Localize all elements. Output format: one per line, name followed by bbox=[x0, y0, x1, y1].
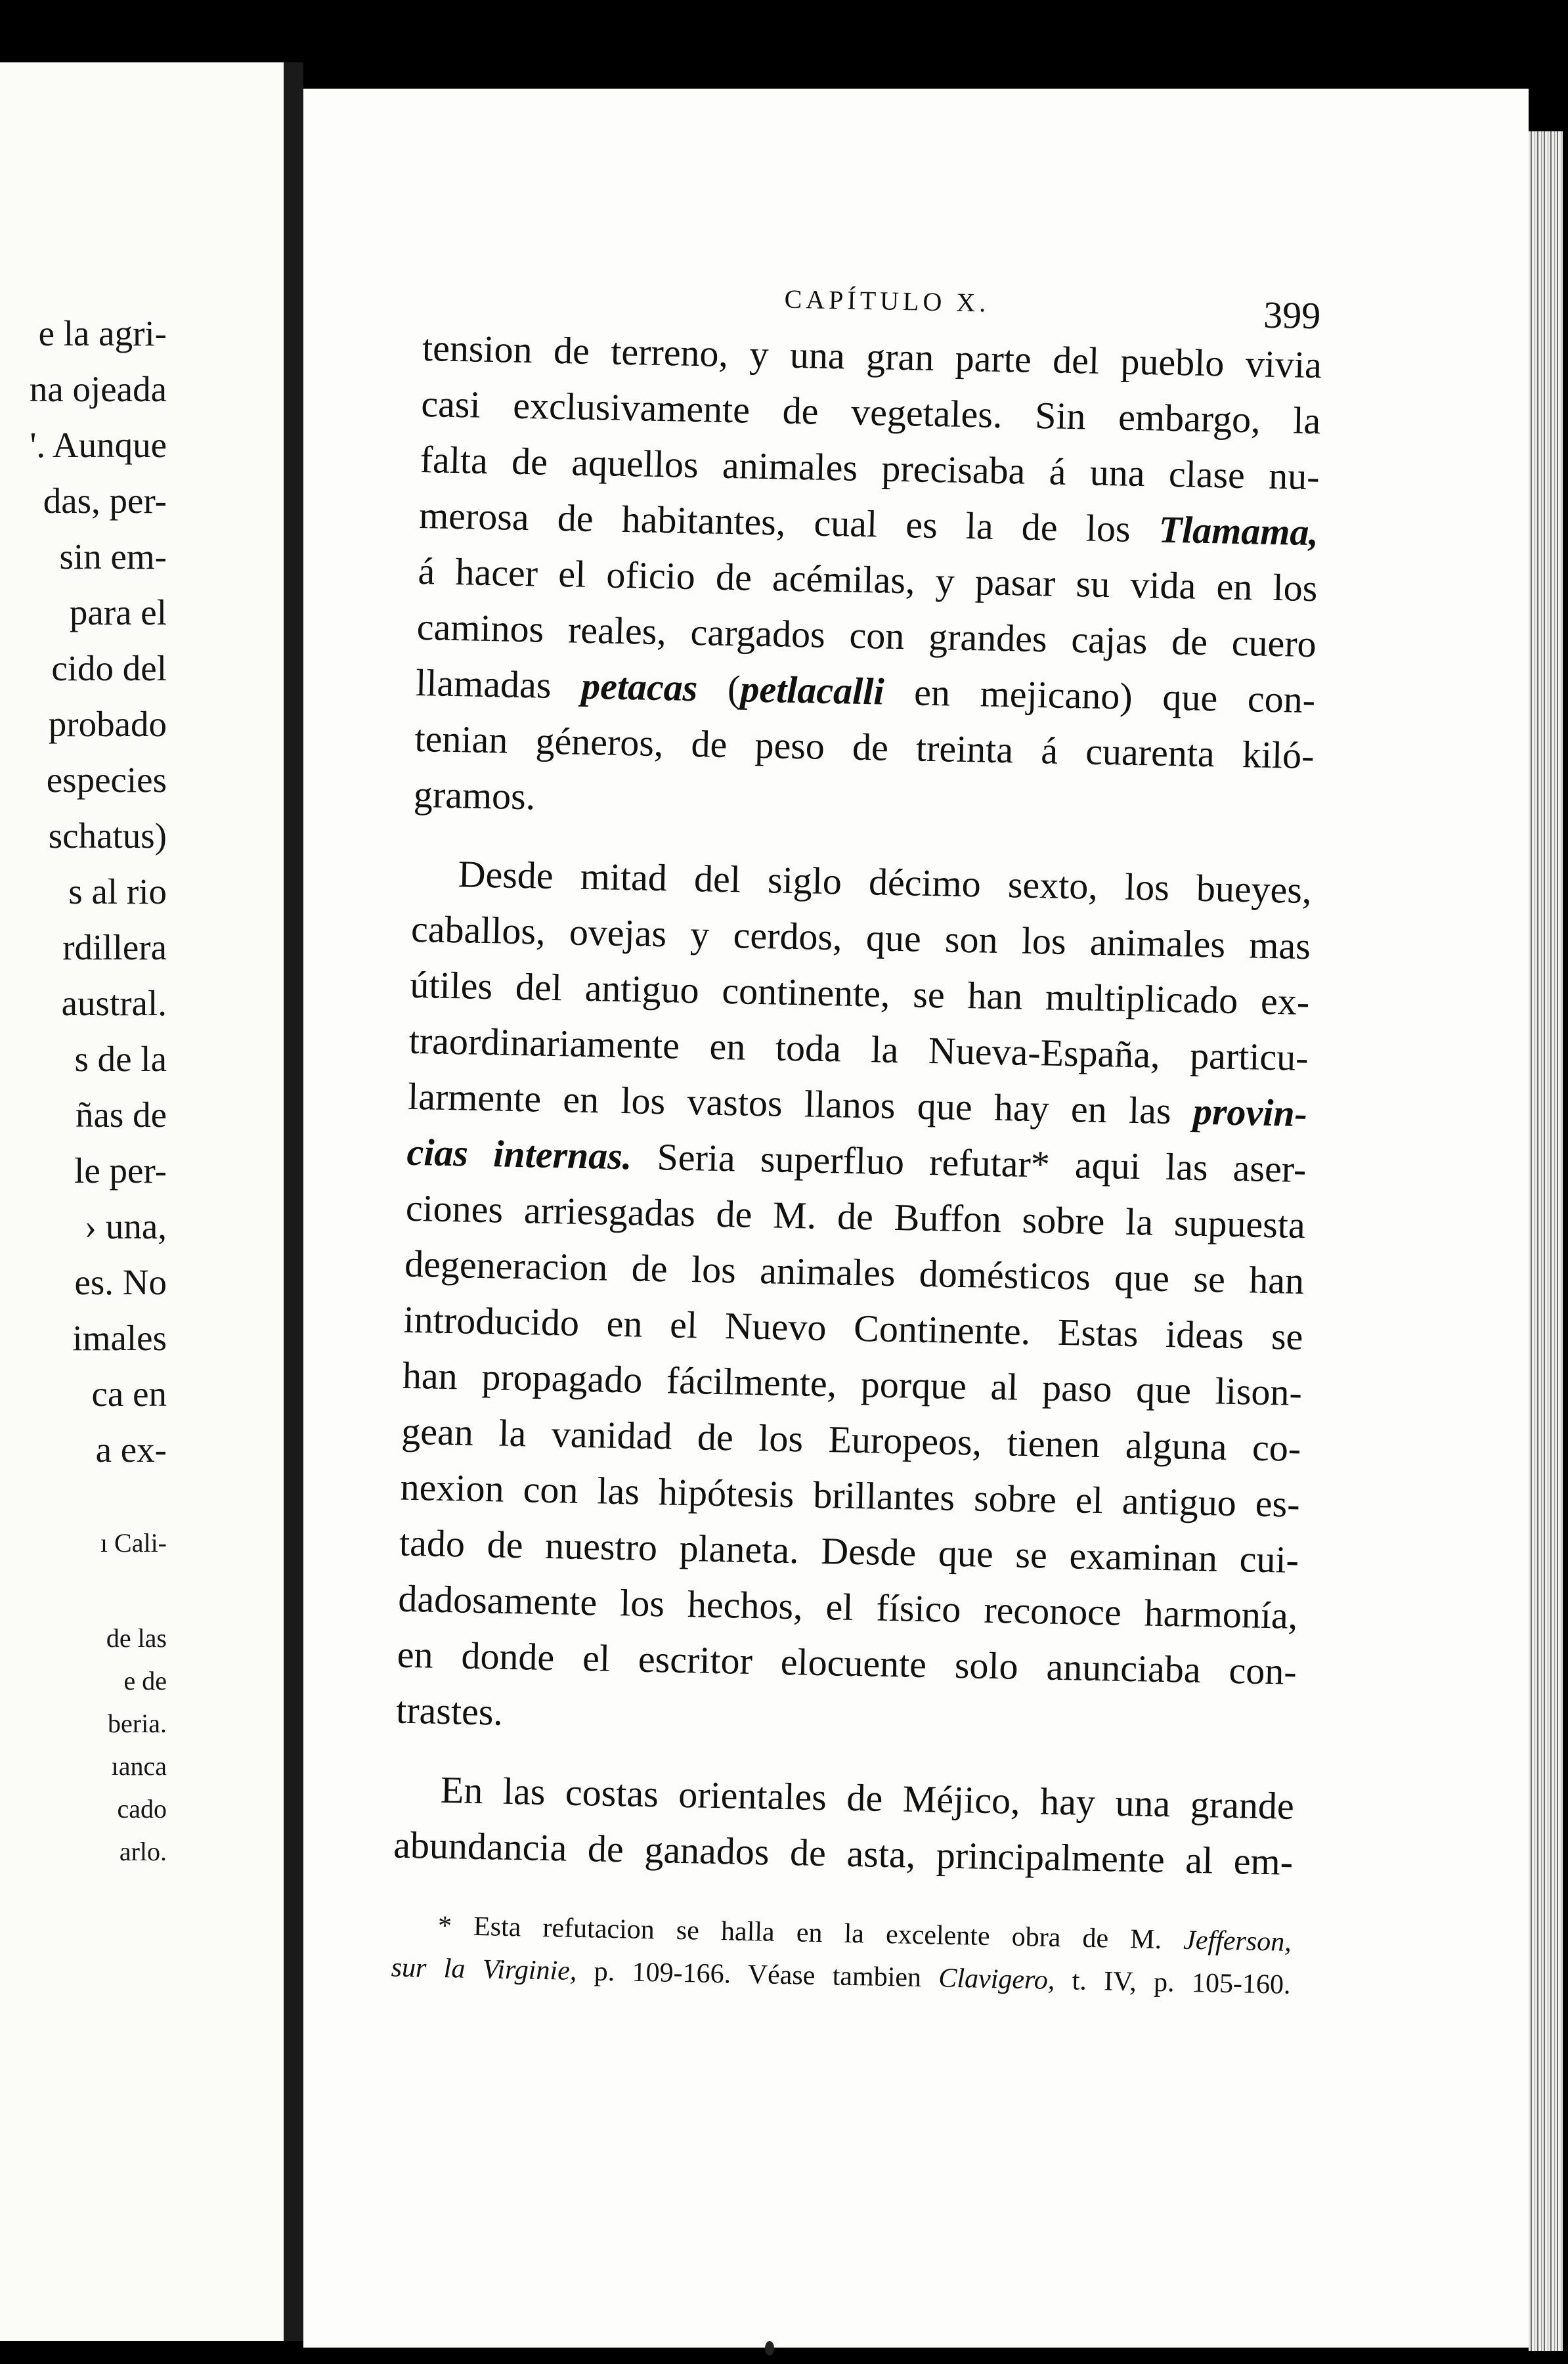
footnote-italic: sur la Virginie, bbox=[391, 1952, 577, 1986]
left-page-line: s al rio bbox=[68, 871, 167, 911]
text-line bbox=[418, 493, 1319, 554]
text-span: merosa de habitantes, cual es la de los bbox=[418, 493, 1160, 551]
left-page-note-line: beria. bbox=[108, 1709, 167, 1738]
footnote-line bbox=[438, 1912, 1292, 1956]
left-page-note-line: de las bbox=[106, 1623, 167, 1653]
text-line: caminos reales, cargados con grandes cajas de cuero bbox=[416, 605, 1317, 666]
left-page-line: austral. bbox=[61, 983, 167, 1023]
text-line bbox=[415, 661, 1316, 722]
text-line: falta de aquellos animales precisaba á una clase nu- bbox=[420, 437, 1320, 498]
left-page-line: e la agri- bbox=[38, 313, 167, 353]
text-line: nexion con las hipótesis brillantes sobre el antiguo es- bbox=[400, 1465, 1301, 1525]
footnote-italic: Clavigero, bbox=[938, 1963, 1055, 1996]
text-line: degeneracion de los animales domésticos que se han bbox=[404, 1242, 1305, 1303]
text-line: caballos, ovejas y cerdos, que son los animales mas bbox=[410, 907, 1311, 968]
text-line: ciones arriesgadas de M. de Buffon sobre la supuesta bbox=[405, 1186, 1306, 1247]
text-line bbox=[407, 1074, 1308, 1135]
left-page-line: cido del bbox=[51, 648, 167, 688]
footnote-text: * Esta refutacion se halla en la excelente obra de M. bbox=[437, 1910, 1184, 1956]
text-line bbox=[406, 1130, 1307, 1191]
left-page-line: rdillera bbox=[62, 927, 167, 967]
book-gutter bbox=[284, 62, 303, 2341]
left-page-line: s de la bbox=[74, 1039, 167, 1079]
left-page-line: para el bbox=[69, 592, 167, 632]
left-page-line: '. Aunque bbox=[30, 425, 167, 465]
left-page-line: ca en bbox=[91, 1374, 167, 1414]
italic-term: cias internas. bbox=[406, 1130, 632, 1178]
left-page-line: imales bbox=[72, 1318, 167, 1358]
italic-term: provin- bbox=[1192, 1089, 1308, 1135]
left-page-line: especies bbox=[46, 760, 167, 800]
text-line: tado de nuestro planeta. Desde que se examinan cui- bbox=[399, 1521, 1299, 1581]
text-line: En las costas orientales de Méjico, hay una grande bbox=[440, 1768, 1295, 1828]
text-line: tenian géneros, de peso de treinta á cuarenta kiló- bbox=[414, 716, 1315, 777]
text-line: trastes. bbox=[395, 1688, 504, 1734]
text-line: dadosamente los hechos, el físico reconoce harmonía, bbox=[397, 1577, 1298, 1637]
running-head: CAPÍTULO X. bbox=[784, 284, 990, 318]
scan-speck bbox=[765, 2341, 774, 2355]
footnote-line bbox=[391, 1954, 1291, 1999]
text-line: útiles del antiguo continente, se han multiplicado ex- bbox=[409, 963, 1310, 1024]
text-line: abundancia de ganados de asta, principalmente al em- bbox=[393, 1823, 1294, 1883]
text-span: larmente en los vastos llanos que hay en las bbox=[407, 1074, 1194, 1133]
left-page-line: ñas de bbox=[76, 1095, 167, 1135]
left-page-line: na ojeada bbox=[29, 369, 167, 409]
left-page-line: sin em- bbox=[59, 536, 167, 577]
text-line: tension de terreno, y una gran parte del pueblo vivia bbox=[422, 326, 1322, 387]
left-page-line: das, per- bbox=[43, 481, 167, 521]
text-line: en donde el escritor elocuente solo anunciaba con- bbox=[397, 1632, 1297, 1693]
text-line: traordinariamente en toda la Nueva-España, particu- bbox=[408, 1018, 1309, 1080]
text-line: gramos. bbox=[413, 772, 536, 818]
left-page-note-line: ı Cali- bbox=[100, 1528, 167, 1558]
page-number: 399 bbox=[1263, 293, 1321, 338]
text-span: ( bbox=[697, 667, 741, 711]
italic-term: petlacalli bbox=[739, 667, 885, 713]
left-page-note-line: e de bbox=[123, 1666, 167, 1696]
text-line: introducido en el Nuevo Continente. Estas ideas se bbox=[403, 1298, 1304, 1359]
text-span: llamadas bbox=[415, 661, 582, 707]
left-page-note-line: arlo. bbox=[119, 1837, 167, 1866]
left-page-line: schatus) bbox=[48, 816, 167, 856]
text-span: Seria superfluo refutar* aqui las aser- bbox=[631, 1135, 1307, 1191]
text-line: á hacer el oficio de acémilas, y pasar su vida en los bbox=[417, 549, 1318, 610]
left-page-line: es. No bbox=[74, 1262, 167, 1302]
left-page-line: probado bbox=[48, 704, 167, 744]
page-text-block bbox=[303, 89, 1529, 2348]
footnote-italic: Jefferson, bbox=[1183, 1925, 1292, 1958]
italic-term: petacas bbox=[580, 664, 698, 710]
left-page-note-line: ıanca bbox=[111, 1751, 167, 1781]
left-page-note-line: cado bbox=[117, 1794, 167, 1824]
italic-term: Tlamama, bbox=[1158, 508, 1319, 554]
left-page-line: › una, bbox=[84, 1206, 167, 1246]
page-edge-stack bbox=[1529, 131, 1563, 2351]
footnote-text: t. IV, p. 105-160. bbox=[1054, 1965, 1291, 2000]
book-page bbox=[303, 89, 1529, 2348]
text-line: Desde mitad del siglo décimo sexto, los bueyes, bbox=[458, 852, 1313, 912]
left-page-line: le per- bbox=[74, 1150, 167, 1191]
left-page-line: a ex- bbox=[95, 1430, 167, 1470]
text-line: casi exclusivamente de vegetales. Sin embargo, la bbox=[420, 382, 1321, 443]
text-span: en mejicano) que con- bbox=[883, 670, 1316, 722]
footnote-text: p. 109-166. Véase tambien bbox=[576, 1956, 939, 1994]
previous-page-fragment bbox=[0, 62, 284, 2341]
text-line: han propagado fácilmente, porque al paso que lison- bbox=[402, 1353, 1303, 1414]
text-line: gean la vanidad de los Europeos, tienen alguna co- bbox=[401, 1409, 1301, 1470]
